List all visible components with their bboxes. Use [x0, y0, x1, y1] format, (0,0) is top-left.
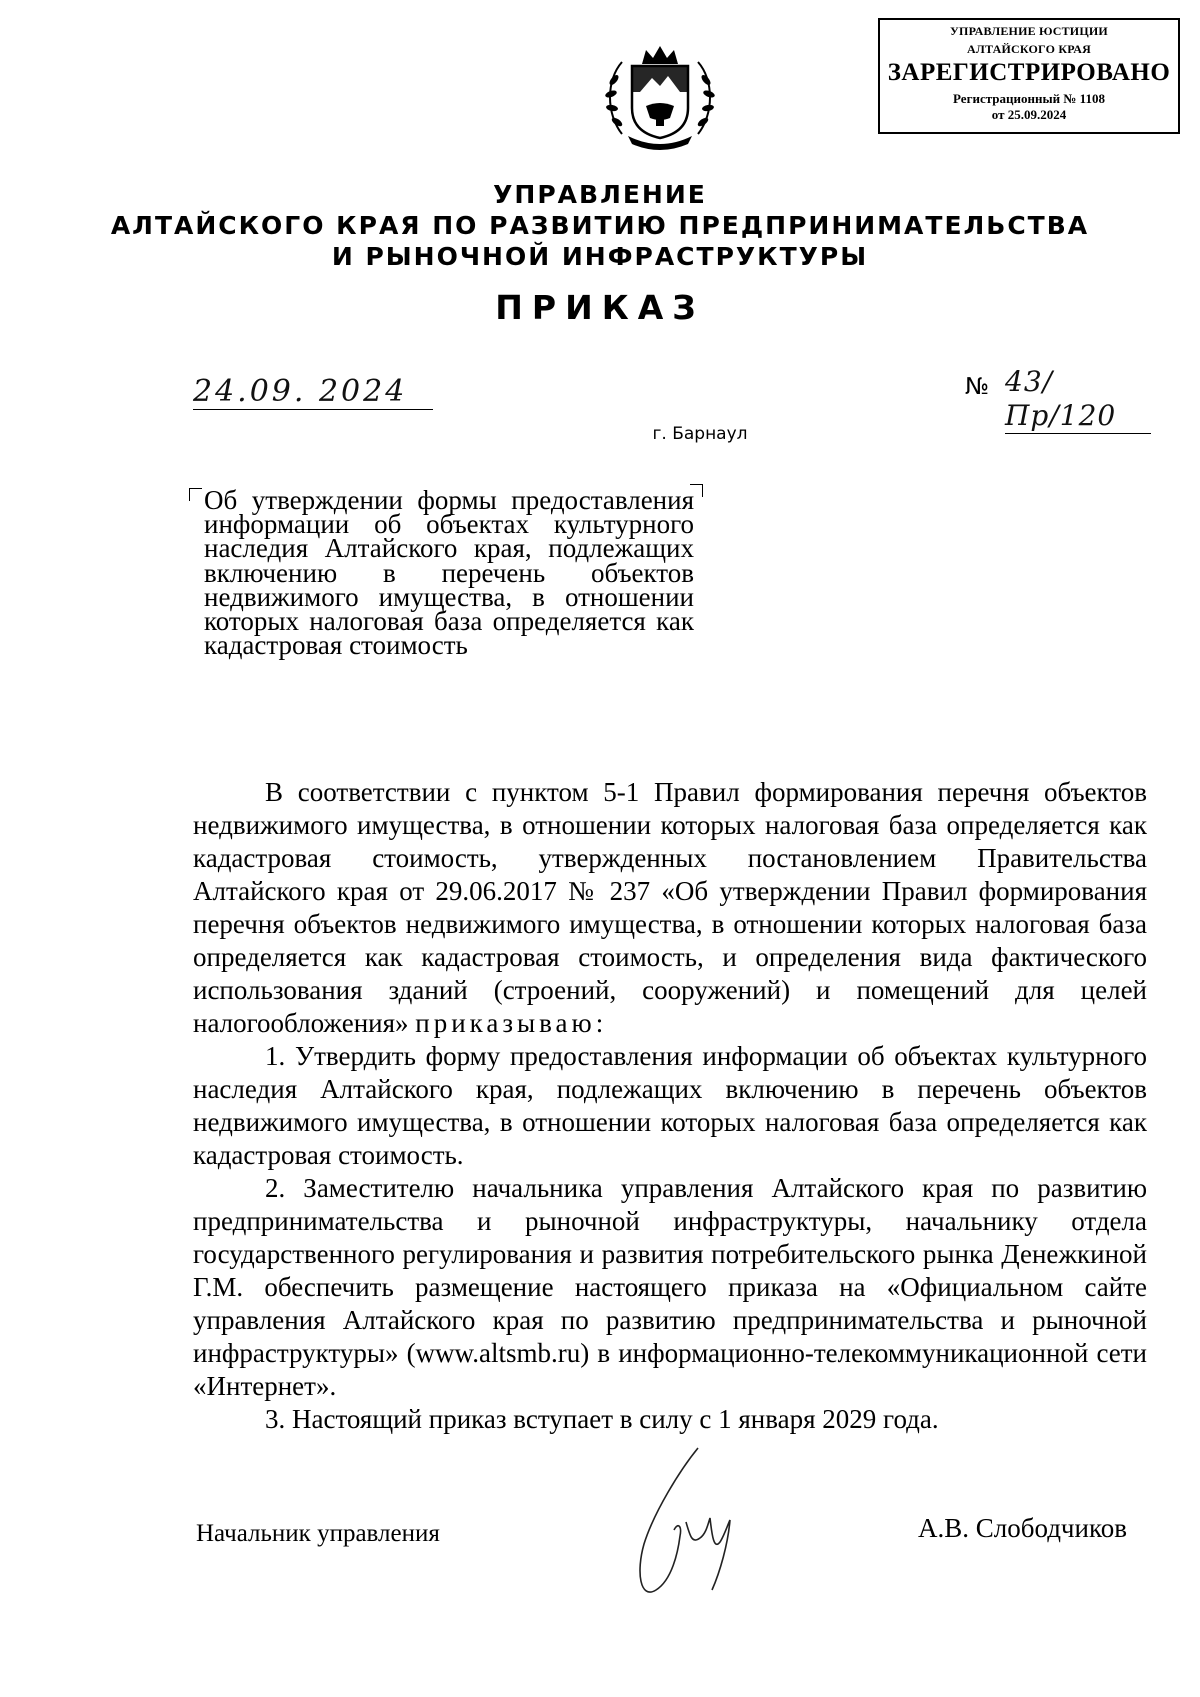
order-body [193, 776, 1147, 1436]
preamble-paragraph [193, 776, 1147, 1040]
item-2: 2. Заместителю начальника управления Алтайского края по развитию предпринимательства и рыночной инфраструктуры, начальнику отдела государственного регулирования и развития потребительского рынка Денежкиной Г.М. обеспечить размещение настоящего приказа на «Официальном сайте управления Алтайского края по развитию предпринимательства и рыночной инфраструктуры» (www.altsmb.ru) в информационно-телекоммуникационной сети «Интернет». [193, 1173, 1147, 1401]
registration-stamp [878, 18, 1180, 134]
handwritten-signature-icon [620, 1440, 760, 1610]
item-1: 1. Утвердить форму предоставления информации об объектах культурного наследия Алтайского края, подлежащих включению в перечень объектов недвижимого имущества, в отношении которых налоговая база определяется как кадастровая стоимость. [193, 1041, 1147, 1170]
orders-word: приказываю: [415, 1008, 608, 1038]
city: г. Барнаул [652, 424, 748, 444]
document-type: ПРИКАЗ [495, 288, 705, 327]
item-3: 3. Настоящий приказ вступает в силу с 1 января 2029 года. [265, 1404, 939, 1434]
stamp-org-line2: АЛТАЙСКОГО КРАЯ [967, 41, 1091, 56]
altai-krai-coat-of-arms-icon [600, 36, 720, 154]
order-number: 43/Пр/120 [1005, 365, 1151, 434]
signatory-role: Начальник управления [196, 1520, 440, 1547]
stamp-org-line1: УПРАВЛЕНИЕ ЮСТИЦИИ [950, 24, 1108, 38]
agency-line1: УПРАВЛЕНИЕ [493, 180, 707, 209]
stamp-reg-number: Регистрационный № 1108 [953, 91, 1105, 107]
stamp-status: ЗАРЕГИСТРИРОВАНО [887, 59, 1171, 87]
title-corner-left [189, 488, 202, 501]
stamp-reg-date: от 25.09.2024 [991, 107, 1067, 123]
order-title: Об утверждении формы предоставления информации об объектах культурного наследия Алтайского края, подлежащих включению в перечень объектов недвижимого имущества, в отношении которых налоговая база определяется как кадастровая стоимость [204, 485, 694, 661]
order-date: 24.09. 2024 [193, 375, 433, 410]
agency-line3: И РЫНОЧНОЙ ИНФРАСТРУКТУРЫ [331, 242, 869, 271]
preamble-text: В соответствии с пунктом 5-1 Правил формирования перечня объектов недвижимого имущества, в отношении которых налоговая база определяется как кадастровая стоимость, утвержденных постановлением Правительства Алтайского края от 29.06.2017 № 237 «Об утверждении Правил формирования перечня объектов недвижимого имущества, в отношении которых налоговая база определяется как кадастровая стоимость, и определения вида фактического использования зданий (строений, сооружений) и помещений для целей налогообложения» [193, 777, 1147, 1038]
signatory-name: А.В. Слободчиков [918, 1513, 1127, 1543]
number-sign: № [965, 374, 989, 400]
agency-line2: АЛТАЙСКОГО КРАЯ ПО РАЗВИТИЮ ПРЕДПРИНИМАТЕЛЬСТВА [110, 211, 1090, 240]
